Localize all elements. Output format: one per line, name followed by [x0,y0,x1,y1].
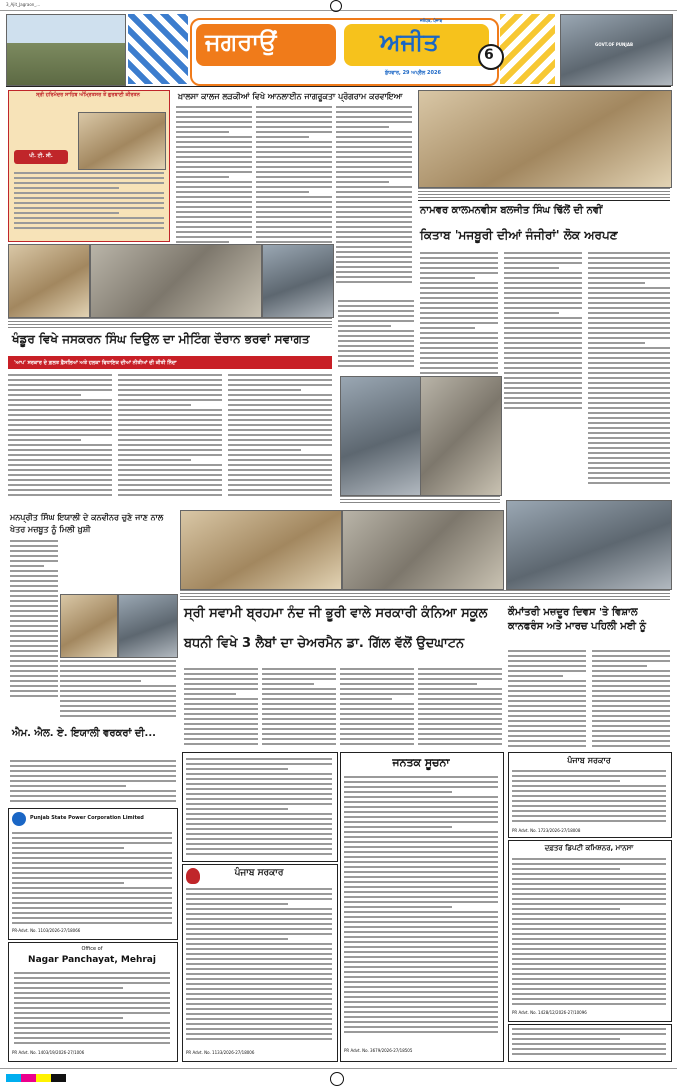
story3-col3 [228,374,332,504]
story3-col2 [118,374,222,504]
middle-photo-2 [420,376,502,496]
group-photo-2 [342,510,504,590]
pspcl-logo [12,812,26,826]
right-govt-footer: PR Advt. No. 1723/2026-27/18008 [512,828,581,833]
punjab-govt-footer: PR Advt. No. 1133/2026-27/18006 [186,1050,255,1055]
top-right-photo-caption [418,188,670,198]
group-photo-1 [180,510,342,590]
nagar-body [14,972,170,1046]
middle-col-text [338,300,414,370]
public-notice-footer: PR Advt. No. 3679/2026-27/18505 [344,1048,413,1053]
story6-col1 [184,668,258,748]
left-photo-3 [262,244,334,318]
masthead-right-photo-sign: GOVT.OF PUNJAB [595,42,633,47]
story6-col3 [340,668,414,748]
story1-col3 [336,106,412,296]
public-notice-title: ਜਨਤਕ ਸੂਚਨਾ [392,756,450,769]
masthead-bottom-rule [6,86,671,87]
color-registration-bar [6,1074,66,1082]
gurbani-ad-photo [78,112,166,170]
story5-col2 [592,650,670,750]
story2-rule [418,200,670,201]
right-govt-title: ਪੰਜਾਬ ਸਰਕਾਰ [567,756,611,765]
group-photos-caption [180,590,670,600]
mansa-footer: PR Advt. No. 1428/12/2026-27/10096 [512,1010,587,1015]
story4-text-left [10,540,58,700]
mansa-title: ਦਫ਼ਤਰ ਡਿਪਟੀ ਕਮਿਸ਼ਨਰ, ਮਾਨਸਾ [544,844,634,852]
story2-col3 [588,252,670,497]
punjab-govt-body [186,888,332,1044]
story4-text-right [60,660,176,720]
story5-headline: ਕੌਮਾਂਤਰੀ ਮਜ਼ਦੂਰ ਦਿਵਸ 'ਤੇ ਵਿਸ਼ਾਲ ਕਾਨਫਰੰਸ ਅਤੇ ਮਾਰਚ ਪਹਿਲੀ ਮਈ ਨੂੰ [508,607,647,632]
gurbani-ad-text [14,172,164,234]
nagar-title: Nagar Panchayat, Mehraj [28,955,156,965]
story4-headline: ਮਨਪ੍ਰੀਤ ਸਿੰਘ ਇਯਾਲੀ ਦੇ ਕਨਵੀਨਰ ਚੁਣੇ ਜਾਣ ਨਾਲ ਖੇਤਰ ਮਜ਼ਬੂਤ ਨੂੰ ਮਿਲੀ ਖ਼ੁਸ਼ੀ [10,513,164,534]
public-notice-body [344,776,498,1040]
middle-photos-caption [340,496,500,504]
story2-headline-2: ਕਿਤਾਬ 'ਮਜਬੂਰੀ ਦੀਆਂ ਜੰਜੀਰਾਂ' ਲੋਕ ਅਰਪਣ [420,228,618,242]
story3-headline: ਖੰਡੂਰ ਵਿਖੇ ਜਸਕਰਨ ਸਿੰਘ ਦਿਉਲ ਦਾ ਮੀਟਿੰਗ ਦੌਰਾਨ ਭਰਵਾਂ ਸਵਾਗਤ [12,332,310,346]
nagar-footer: PR Advt. No. 1403/19/2026-27/1006 [12,1050,85,1055]
masthead-left-photo [6,14,126,86]
masthead-right-photo [560,14,673,86]
left-photos-caption [8,318,332,328]
masthead-title-right: ਅਜੀਤ [380,28,439,56]
story3-col1 [8,374,112,504]
bottom-right-ad-body [512,1028,666,1056]
story1-headline: ਖ਼ਾਲਸਾ ਕਾਲਜ ਲੜਕੀਆਂ ਵਿਖੇ ਆਨਲਾਈਨ ਜਾਗਰੂਕਤਾ ਪ੍ਰੋਗਰਾਮ ਕਰਵਾਇਆ [178,92,403,101]
masthead-date: ਬੁੱਧਵਾਰ, 29 ਅਪ੍ਰੈਲ 2026 [385,70,441,76]
left-photo-1 [8,244,90,318]
masthead-pattern-left [128,14,188,84]
group-photo-3 [506,500,672,590]
mansa-body [512,858,666,1008]
gurbani-ad-badge: ਪੀ. ਟੀ. ਸੀ. [29,153,53,159]
story5-col1 [508,650,586,750]
masthead-pattern-right [500,14,555,84]
slug-line: 3_Ajit_Jagraon_... [6,2,41,7]
page-number: 6 [484,47,494,63]
story4-photo-1 [60,594,118,658]
pspcl-title: Punjab State Power Corporation Limited [30,815,144,821]
story6-headline-1: ਸ੍ਰੀ ਸਵਾਮੀ ਬ੍ਰਹਮਾ ਨੰਦ ਜੀ ਭੂਰੀ ਵਾਲੇ ਸਰਕਾਰੀ ਕੰਨਿਆ ਸਕੂਲ [184,606,488,621]
masthead-subtitle: ਜਲੰਧਰ, ਪੰਜਾਬ [420,18,443,23]
masthead-title-left: ਜਗਰਾਉਂ [205,28,277,56]
story6-col4 [418,668,502,748]
registration-mark-bottom [330,1072,344,1086]
pspcl-footer: PR-Advt. No. 1103/2026-27/18066 [12,928,81,933]
top-right-photo [418,90,672,188]
story6-col2 [262,668,336,748]
middle-photo-1 [340,376,422,496]
story7-text [10,760,176,804]
nagar-office: Office of [81,946,103,952]
registration-mark-top [330,0,342,12]
left-photo-2 [90,244,262,318]
gurbani-ad-title: ਸ੍ਰੀ ਹਰਿਮੰਦਰ ਸਾਹਿਬ ਅੰਮ੍ਰਿਤਸਰ ਤੋਂ ਗੁਰਬਾਣੀ ਕੀਰਤਨ [36,92,140,98]
story2-headline-1: ਨਾਮਵਰ ਕਾਲਮਨਵੀਸ ਬਲਜੀਤ ਸਿੰਘ ਢਿੱਲੋਂ ਦੀ ਨਵੀਂ [420,205,603,216]
pspcl-body [12,832,172,924]
story3-subhead: 'ਆਪ' ਸਰਕਾਰ ਦੇ ਗ਼ਲਤ ਫ਼ੈਸਲਿਆਂ ਅਤੇ ਹਲਕਾ ਵਿਧਾਇਕ ਦੀਆਂ ਨੀਤੀਆਂ ਦੀ ਕੀਤੀ ਨਿੰਦਾ [14,360,177,366]
punjab-govt-title: ਪੰਜਾਬ ਸਰਕਾਰ [234,868,284,878]
story7-headline: ਐਮ. ਐਲ. ਏ. ਇਯਾਲੀ ਵਰਕਰਾਂ ਦੀ... [12,728,156,739]
story2-col2 [504,252,582,422]
story4-photo-2 [118,594,178,658]
tender-body [186,758,332,856]
right-govt-body [512,770,666,824]
story6-headline-2: ਬਧਨੀ ਵਿਖੇ 3 ਲੈਬਾਂ ਦਾ ਚੇਅਰਮੈਨ ਡਾ. ਗਿੱਲ ਵੱਲੋਂ ਉਦਘਾਟਨ [184,636,465,651]
bottom-rule [0,1068,677,1069]
